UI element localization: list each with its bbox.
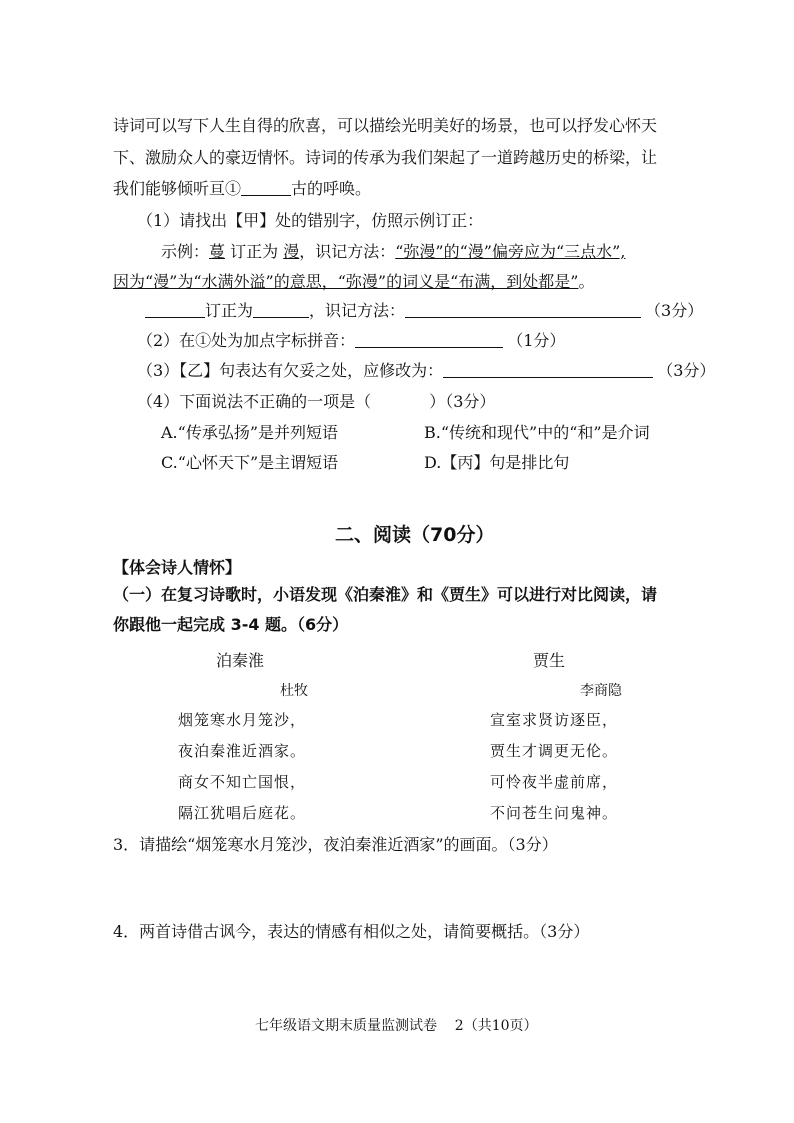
option-b: B.“传统和现代”中的“和”是介词 [424, 423, 650, 442]
poem2-line-2: 贾生才调更无伦。 [490, 742, 619, 760]
q4-label: （4）下面说法不正确的一项是（ [137, 392, 372, 411]
fill-method: ，识记方法： [309, 301, 406, 320]
example-end: 。 [578, 272, 595, 291]
poem1-line-2: 夜泊秦淮近酒家。 [178, 742, 307, 760]
q3-line [137, 360, 715, 382]
option-c: C.“心怀天下”是主谓短语 [161, 453, 339, 472]
q4-label-end: ）（3分） [429, 392, 496, 411]
example-explanation-2: 因为“漫”为“水满外溢”的意思，“弥漫”的词义是“布满，到处都是” [113, 272, 579, 291]
intro-line-3-start: 我们能够倾听亘① [113, 179, 242, 198]
correct-char-blank[interactable] [253, 301, 309, 318]
revision-blank[interactable] [443, 361, 653, 378]
poem2-line-3: 可怜夜半虚前席， [490, 773, 619, 791]
q1-score: （3分） [645, 301, 704, 320]
q1-answer-line [145, 300, 703, 322]
q4-line [137, 391, 495, 413]
poem2-line-1: 宣室求贤访逐臣， [490, 711, 619, 729]
page-footer: 七年级语文期末质量监测试卷 2（共10页） [255, 1018, 538, 1034]
subheading: 【体会诗人情怀】 [113, 558, 242, 577]
poem2-line-4: 不问苍生问鬼神。 [490, 804, 619, 822]
q3-label: （3）【乙】句表达有欠妥之处，应修改为： [137, 361, 444, 380]
q1-example-line-1 [161, 241, 625, 263]
option-d: D.【丙】句是排比句 [424, 453, 570, 472]
poem1-author: 杜牧 [280, 683, 308, 699]
wrong-char-blank[interactable] [145, 301, 205, 318]
intro-line-3-end: 古的呼唤。 [291, 179, 372, 198]
q1-label: （1）请找出【甲】处的错别字，仿照示例订正： [137, 211, 484, 230]
q2-line [137, 330, 565, 352]
intro-line-3 [113, 178, 371, 200]
pinyin-blank[interactable] [355, 331, 503, 348]
q1-example-line-2 [113, 271, 594, 293]
example-mid: 订正为 [225, 242, 284, 261]
poem1-line-3: 商女不知亡国恨， [178, 773, 307, 791]
example-wrong-char: 蔓 [209, 242, 226, 261]
example-method: ，识记方法： [299, 242, 396, 261]
task-line-2: 你跟他一起完成 3-4 题。（6分） [113, 615, 349, 634]
blank-1-answer[interactable] [241, 179, 291, 196]
poem1-line-1: 烟笼寒水月笼沙， [178, 711, 307, 729]
poem1-title: 泊秦淮 [216, 651, 265, 670]
fill-correct-to: 订正为 [205, 301, 254, 320]
section-title: 二、阅读（70分） [335, 524, 495, 546]
question-3: 3．请描绘“烟笼寒水月笼沙，夜泊秦淮近酒家”的画面。（3分） [113, 835, 558, 854]
intro-line-2: 下、激励众人的豪迈情怀。诗词的传承为我们架起了一道跨越历史的桥梁，让 [113, 148, 658, 167]
q2-label: （2）在①处为加点字标拼音： [137, 331, 356, 350]
question-4: 4．两首诗借古讽今，表达的情感有相似之处，请简要概括。（3分） [113, 922, 590, 941]
task-line-1: （一）在复习诗歌时，小语发现《泊秦淮》和《贾生》可以进行对比阅读，请 [113, 585, 658, 604]
method-blank[interactable] [405, 301, 641, 318]
poem1-line-4: 隔江犹唱后庭花。 [178, 804, 307, 822]
example-right-char: 漫 [283, 242, 300, 261]
example-prefix: 示例： [161, 242, 210, 261]
option-a: A.“传承弘扬”是并列短语 [161, 423, 339, 442]
example-explanation-1: “弥漫”的“漫”偏旁应为“三点水”, [395, 242, 626, 261]
intro-line-1: 诗词可以写下人生自得的欣喜，可以描绘光明美好的场景，也可以抒发心怀天 [113, 116, 658, 135]
poem2-title: 贾生 [533, 651, 566, 670]
q3-score: （3分） [657, 361, 716, 380]
q2-score: （1分） [507, 331, 566, 350]
poem2-author: 李商隐 [580, 683, 622, 699]
